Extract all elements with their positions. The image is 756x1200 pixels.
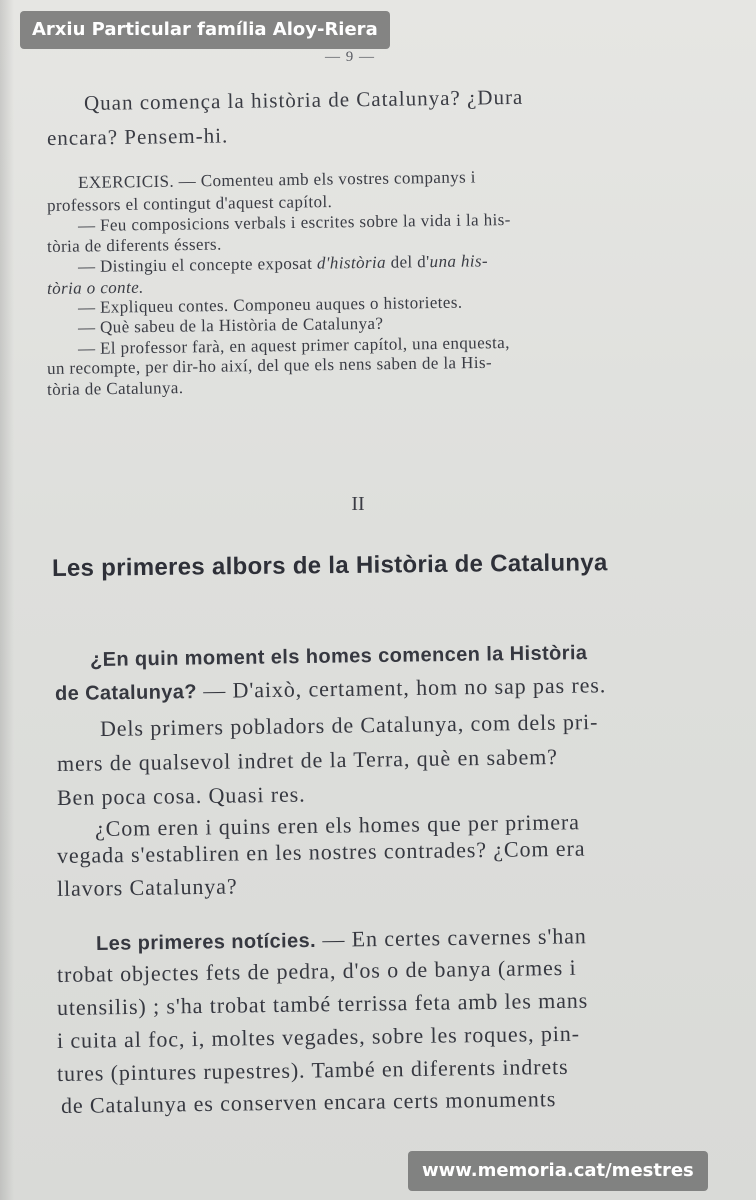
- website-watermark: www.memoria.cat/mestres: [408, 1151, 708, 1191]
- body-line: Ben poca cosa. Quasi res.: [56, 781, 306, 810]
- exercises-text: — Distingiu el concepte exposat: [77, 253, 318, 276]
- body-line: Dels primers pobladors de Catalunya, com dels pri-: [99, 709, 599, 741]
- exercises-line: — El professor farà, en aquest primer capítol, una enquesta,: [77, 332, 510, 358]
- body-line: [96, 923, 587, 956]
- intro-line-2: encara? Pensem-hi.: [46, 123, 229, 150]
- body-line: llavors Catalunya?: [56, 873, 238, 901]
- chapter-title: Les primeres albors de la Història de Catalunya: [51, 549, 608, 582]
- body-line: tures (pintures rupestres). També en diferents indrets: [56, 1053, 569, 1086]
- exercises-line: professors el contingut d'aquest capítol.: [46, 192, 333, 215]
- page-edge-shadow: [0, 0, 14, 1200]
- exercises-line: tòria de diferents éssers.: [46, 234, 222, 256]
- chapter-number: II: [351, 493, 365, 515]
- section-heading-text: Les primeres notícies.: [95, 929, 317, 955]
- body-line: de Catalunya es conserven encara certs monuments: [60, 1086, 557, 1118]
- exercises-italic-text: una his-: [429, 251, 489, 272]
- body-text: — D'això, certament, hom no sap pas res.: [196, 672, 607, 704]
- archive-watermark: Arxiu Particular família Aloy-Riera: [20, 11, 390, 49]
- exercises-line: un recompte, per dir-ho així, del que els nens saben de la His-: [46, 352, 493, 378]
- body-line: i cuita al foc, i, moltes vegades, sobre les roques, pin-: [56, 1020, 581, 1053]
- body-line: [55, 672, 606, 706]
- exercises-line: tòria o conte.: [46, 277, 144, 298]
- intro-line-1: Quan comença la història de Catalunya? ¿Dura: [83, 84, 524, 115]
- body-line: utensilis) ; s'ha trobat també terrissa feta amb les mans: [56, 987, 589, 1020]
- body-text: — En certes cavernes s'han: [315, 923, 587, 952]
- page-number: — 9 —: [325, 49, 375, 65]
- section-heading-line: [90, 639, 588, 672]
- exercises-line: tòria de Catalunya.: [46, 378, 184, 399]
- body-line: mers de qualsevol indret de la Terra, què en sabem?: [56, 744, 559, 776]
- exercises-line: — Feu composicions verbals i escrites sobre la vida i la his-: [77, 209, 511, 235]
- section-heading-text: de Catalunya?: [54, 681, 198, 705]
- exercises-italic-text: d'història: [316, 252, 387, 273]
- exercises-line: — Expliqueu contes. Componeu auques o historietes.: [77, 292, 463, 317]
- body-line: trobat objectes fets de pedra, d'os o de banya (armes i: [56, 954, 577, 987]
- body-line: ¿Com eren i quins eren els homes que per primera: [94, 809, 581, 841]
- exercises-line: EXERCICIS. — Comenteu amb els vostres companys i: [77, 167, 476, 192]
- exercises-text: del d': [385, 252, 430, 272]
- exercises-line: — Què sabeu de la Història de Catalunya?: [77, 313, 384, 337]
- section-heading-text: ¿En quin moment els homes comencen la Història: [89, 642, 588, 671]
- body-line: vegada s'establiren en les nostres contrades? ¿Com era: [56, 835, 586, 868]
